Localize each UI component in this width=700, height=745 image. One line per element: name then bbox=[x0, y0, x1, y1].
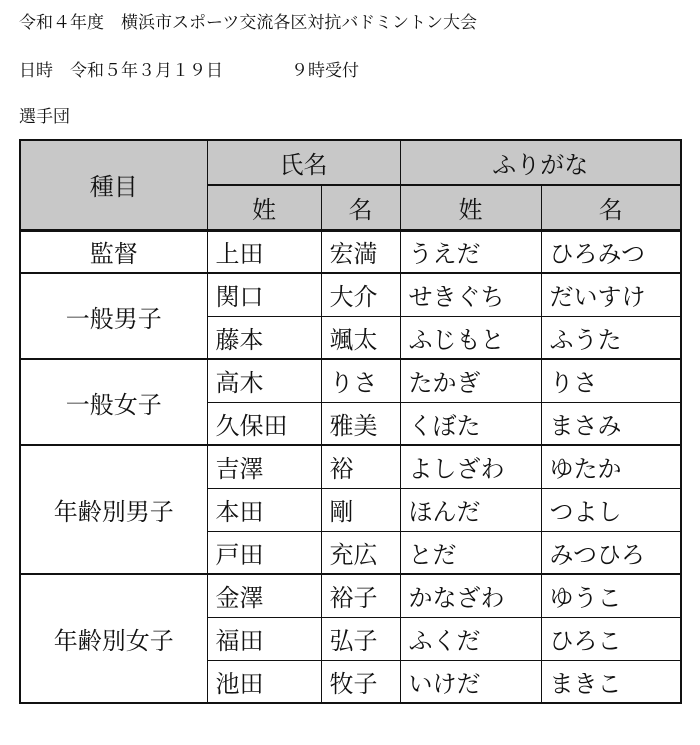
kana-given-cell: ふうた bbox=[541, 316, 681, 359]
family-name-cell: 上田 bbox=[207, 230, 321, 273]
table-row bbox=[20, 445, 681, 488]
kana-family-cell: いけだ bbox=[400, 660, 541, 703]
family-name-cell: 高木 bbox=[207, 359, 321, 402]
category-cell: 監督 bbox=[20, 230, 207, 273]
header-name-group: 氏名 bbox=[207, 140, 400, 185]
table-row bbox=[20, 359, 681, 402]
kana-given-cell: みつひろ bbox=[541, 531, 681, 574]
kana-given-cell: まきこ bbox=[541, 660, 681, 703]
family-name-cell: 吉澤 bbox=[207, 445, 321, 488]
family-name-cell: 戸田 bbox=[207, 531, 321, 574]
given-name-cell: 宏満 bbox=[321, 230, 400, 273]
category-cell: 一般男子 bbox=[20, 273, 207, 359]
header-family-name: 姓 bbox=[207, 185, 321, 230]
family-name-cell: 池田 bbox=[207, 660, 321, 703]
document-title: 令和４年度 横浜市スポーツ交流各区対抗バドミントン大会 bbox=[19, 13, 477, 33]
event-date-line: 日時 令和５年３月１９日 ９時受付 bbox=[19, 61, 359, 81]
given-name-cell: 牧子 bbox=[321, 660, 400, 703]
roster-table-header bbox=[20, 140, 681, 230]
given-name-cell: 颯太 bbox=[321, 316, 400, 359]
family-name-cell: 金澤 bbox=[207, 574, 321, 617]
given-name-cell: 充広 bbox=[321, 531, 400, 574]
kana-family-cell: ほんだ bbox=[400, 488, 541, 531]
given-name-cell: 剛 bbox=[321, 488, 400, 531]
header-kana-family: 姓 bbox=[400, 185, 541, 230]
category-cell: 年齢別男子 bbox=[20, 445, 207, 574]
family-name-cell: 本田 bbox=[207, 488, 321, 531]
header-kana-given: 名 bbox=[541, 185, 681, 230]
kana-family-cell: とだ bbox=[400, 531, 541, 574]
table-row bbox=[20, 273, 681, 316]
roster-table bbox=[19, 139, 682, 704]
category-cell: 年齢別女子 bbox=[20, 574, 207, 703]
given-name-cell: 弘子 bbox=[321, 617, 400, 660]
given-name-cell: 雅美 bbox=[321, 402, 400, 445]
kana-given-cell: ゆたか bbox=[541, 445, 681, 488]
team-label: 選手団 bbox=[19, 107, 70, 127]
given-name-cell: 大介 bbox=[321, 273, 400, 316]
given-name-cell: りさ bbox=[321, 359, 400, 402]
kana-family-cell: ふくだ bbox=[400, 617, 541, 660]
kana-family-cell: せきぐち bbox=[400, 273, 541, 316]
given-name-cell: 裕子 bbox=[321, 574, 400, 617]
table-row bbox=[20, 230, 681, 273]
kana-family-cell: くぼた bbox=[400, 402, 541, 445]
header-given-name: 名 bbox=[321, 185, 400, 230]
kana-family-cell: よしざわ bbox=[400, 445, 541, 488]
kana-given-cell: ひろこ bbox=[541, 617, 681, 660]
family-name-cell: 久保田 bbox=[207, 402, 321, 445]
family-name-cell: 福田 bbox=[207, 617, 321, 660]
family-name-cell: 関口 bbox=[207, 273, 321, 316]
kana-given-cell: つよし bbox=[541, 488, 681, 531]
roster-table-body bbox=[20, 230, 681, 703]
kana-given-cell: まさみ bbox=[541, 402, 681, 445]
kana-given-cell: ゆうこ bbox=[541, 574, 681, 617]
kana-family-cell: たかぎ bbox=[400, 359, 541, 402]
kana-family-cell: かなざわ bbox=[400, 574, 541, 617]
category-cell: 一般女子 bbox=[20, 359, 207, 445]
kana-given-cell: だいすけ bbox=[541, 273, 681, 316]
table-row bbox=[20, 574, 681, 617]
header-kana-group: ふりがな bbox=[400, 140, 681, 185]
kana-given-cell: ひろみつ bbox=[541, 230, 681, 273]
header-category: 種目 bbox=[20, 140, 207, 230]
given-name-cell: 裕 bbox=[321, 445, 400, 488]
family-name-cell: 藤本 bbox=[207, 316, 321, 359]
kana-given-cell: りさ bbox=[541, 359, 681, 402]
kana-family-cell: ふじもと bbox=[400, 316, 541, 359]
kana-family-cell: うえだ bbox=[400, 230, 541, 273]
